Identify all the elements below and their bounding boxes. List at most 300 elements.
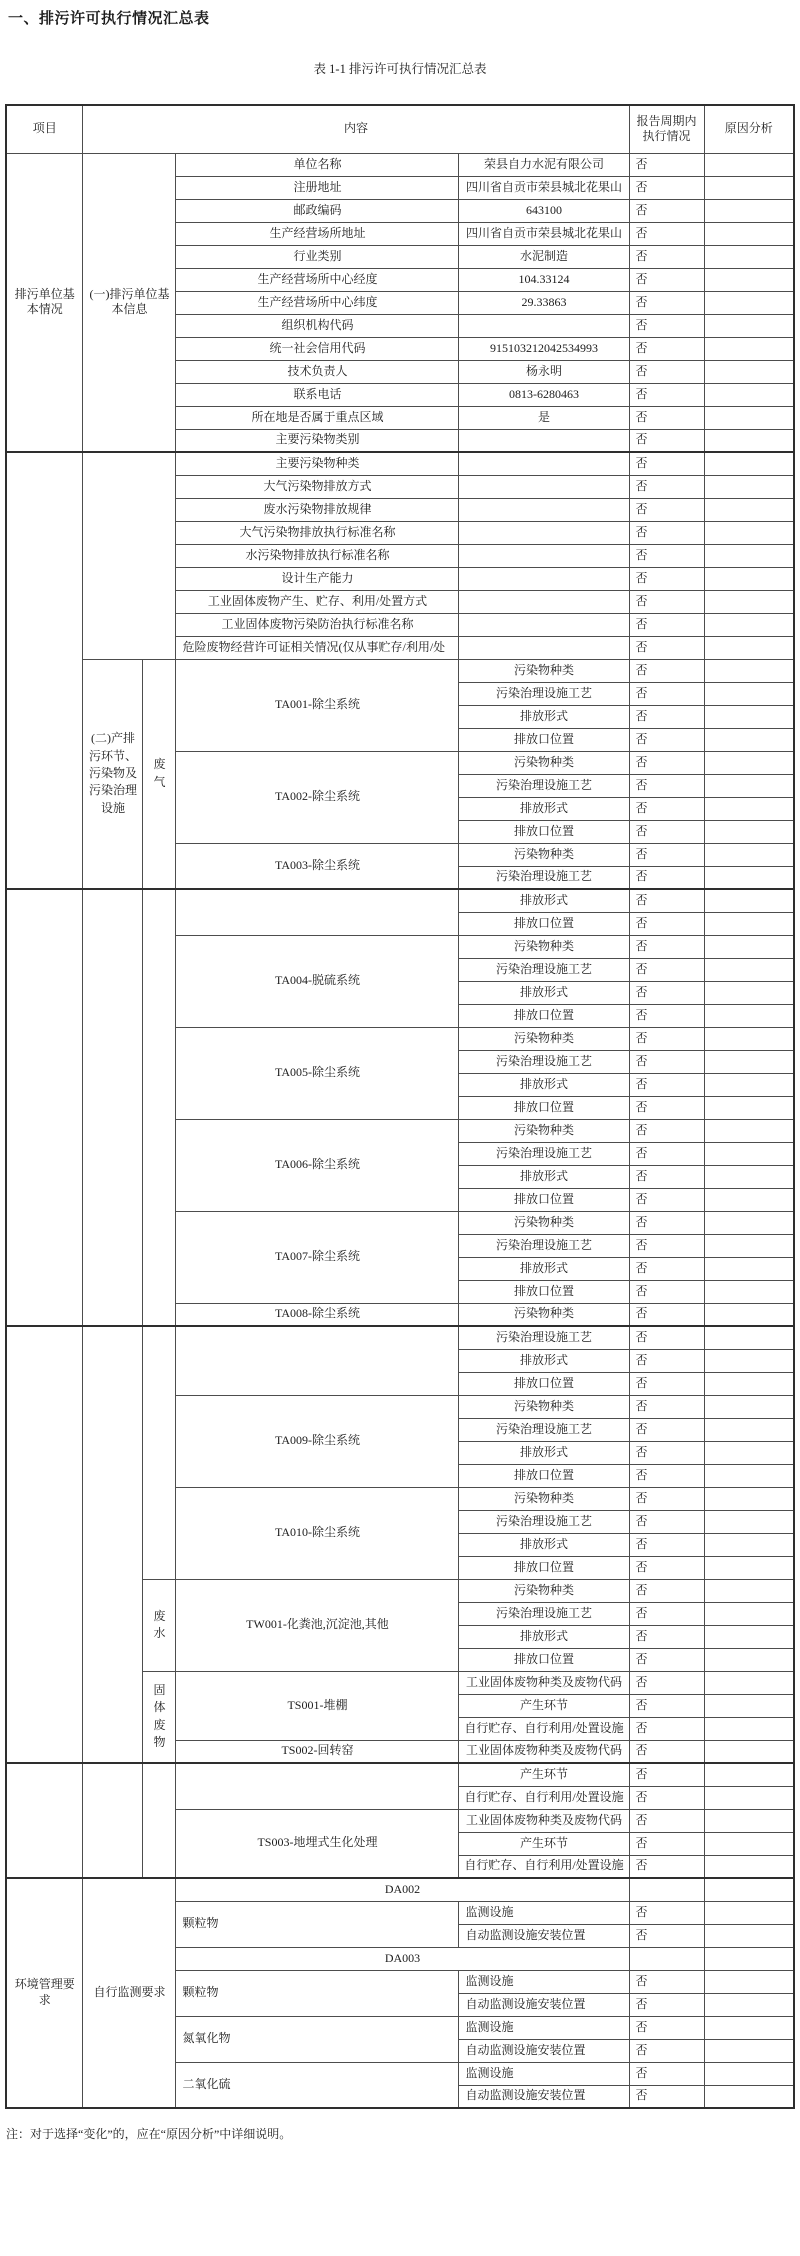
table-cell: 否 [629,337,704,360]
empty-cell [459,613,629,636]
empty-cell [704,1487,794,1510]
table-cell: 否 [629,544,704,567]
empty-cell [704,1947,794,1970]
empty-cell [704,314,794,337]
empty-cell [704,1878,794,1901]
table-cell: 否 [629,1809,704,1832]
empty-cell [704,1740,794,1763]
table-cell: TA005-除尘系统 [176,1027,459,1119]
rowgroup-env-management: 环境管理要求 [6,1878,83,2108]
empty-cell [704,1855,794,1878]
table-cell: 排放形式 [459,1073,629,1096]
table-row [6,1878,794,1901]
table-cell: 否 [629,1579,704,1602]
table-cell: 否 [629,222,704,245]
media-waste-gas: 废气 [143,659,176,889]
empty-cell [704,636,794,659]
empty-cell [704,1142,794,1165]
table-cell: 否 [629,1740,704,1763]
table-cell: 否 [629,245,704,268]
table-cell: 二氧化硫 [176,2062,459,2108]
table-cell: 排放形式 [459,1625,629,1648]
empty-cell [704,1924,794,1947]
table-cell: 工业固体废物种类及废物代码 [459,1740,629,1763]
table-cell: 排放口位置 [459,1464,629,1487]
empty-cell [704,889,794,912]
table-cell: 邮政编码 [176,199,459,222]
table-cell: 危险废物经营许可证相关情况(仅从事贮存/利用/处 [176,636,459,659]
table-cell: 自动监测设施安装位置 [459,2039,629,2062]
table-cell: 主要污染物类别 [176,429,459,452]
table-cell: 荣县自力水泥有限公司 [459,153,629,176]
table-cell: 否 [629,2085,704,2108]
table-cell: 大气污染物排放方式 [176,475,459,498]
table-cell: 自动监测设施安装位置 [459,1924,629,1947]
table-cell: 否 [629,728,704,751]
empty-cell [704,705,794,728]
table-cell: 设计生产能力 [176,567,459,590]
empty-cell [704,291,794,314]
table-cell: 污染治理设施工艺 [459,1510,629,1533]
table-cell: 水泥制造 [459,245,629,268]
table-cell: 否 [629,1671,704,1694]
table-cell: 自动监测设施安装位置 [459,1993,629,2016]
table-cell: 否 [629,429,704,452]
table-cell: 生产经营场所中心经度 [176,268,459,291]
table-cell: 否 [629,590,704,613]
empty-cell [704,613,794,636]
table-cell: 污染治理设施工艺 [459,958,629,981]
table-cell: 否 [629,1441,704,1464]
empty-cell [704,1970,794,1993]
table-cell: 排放形式 [459,1257,629,1280]
table-cell: 否 [629,705,704,728]
table-cell: 否 [629,1211,704,1234]
table-cell: 否 [629,1625,704,1648]
empty-cell [83,1763,143,1878]
table-cell: 污染物种类 [459,751,629,774]
table-cell: 排放形式 [459,705,629,728]
empty-cell [704,544,794,567]
rowgroup-unit-basic: 排污单位基本情况 [6,153,83,452]
empty-cell [704,383,794,406]
table-cell: 否 [629,613,704,636]
empty-cell [704,1763,794,1786]
empty-cell [704,1418,794,1441]
table-cell: 否 [629,1648,704,1671]
table-cell: 污染物种类 [459,1027,629,1050]
table-cell: TA001-除尘系统 [176,659,459,751]
table-row [6,659,794,682]
table-cell: 否 [629,1993,704,2016]
empty-cell [704,1073,794,1096]
table-cell: 四川省自贡市荣县城北花果山 [459,222,629,245]
header-item: 项目 [6,105,83,153]
table-cell: 污染治理设施工艺 [459,1142,629,1165]
empty-cell [704,866,794,889]
empty-cell [704,958,794,981]
table-row [6,1326,794,1349]
empty-cell [6,889,83,1326]
empty-cell [704,337,794,360]
table-cell: 生产经营场所地址 [176,222,459,245]
table-cell: 污染物种类 [459,659,629,682]
table-cell: DA002 [176,1878,629,1901]
table-cell: 否 [629,1073,704,1096]
empty-cell [704,1004,794,1027]
empty-cell [704,935,794,958]
table-cell: 是 [459,406,629,429]
subgroup-basic-info: (一)排污单位基本信息 [83,153,176,452]
table-cell: 否 [629,1303,704,1326]
table-cell: 否 [629,1050,704,1073]
empty-cell [704,1395,794,1418]
empty-cell [704,222,794,245]
empty-cell [83,1326,143,1763]
empty-cell [704,452,794,475]
table-cell: 否 [629,774,704,797]
empty-cell [459,429,629,452]
empty-cell [704,1119,794,1142]
table-cell: 产生环节 [459,1763,629,1786]
empty-cell [704,1625,794,1648]
empty-cell [704,797,794,820]
table-cell: 排放口位置 [459,1004,629,1027]
empty-cell [459,521,629,544]
empty-cell [704,475,794,498]
table-cell: 否 [629,268,704,291]
table-cell: 否 [629,820,704,843]
table-cell: 污染物种类 [459,1211,629,1234]
table-cell: 否 [629,682,704,705]
table-cell: 否 [629,314,704,337]
table-cell: 监测设施 [459,1901,629,1924]
table-cell: 否 [629,567,704,590]
table-cell: 污染物种类 [459,935,629,958]
empty-cell [704,682,794,705]
table-cell: TA009-除尘系统 [176,1395,459,1487]
table-cell: 排放口位置 [459,1280,629,1303]
table-cell: 工业固体废物产生、贮存、利用/处置方式 [176,590,459,613]
table-cell: 污染治理设施工艺 [459,1326,629,1349]
table-cell: 否 [629,1901,704,1924]
empty-cell [83,889,143,1326]
table-cell: 否 [629,1349,704,1372]
table-cell: 技术负责人 [176,360,459,383]
table-cell: 监测设施 [459,2062,629,2085]
table-cell: 否 [629,1786,704,1809]
table-cell: 污染治理设施工艺 [459,774,629,797]
table-cell: 否 [629,1694,704,1717]
table-cell: 统一社会信用代码 [176,337,459,360]
table-cell: 污染物种类 [459,1119,629,1142]
empty-cell [704,1717,794,1740]
empty-cell [6,452,83,889]
table-cell: 否 [629,1165,704,1188]
table-cell: 所在地是否属于重点区域 [176,406,459,429]
table-cell: 否 [629,866,704,889]
empty-cell [704,1165,794,1188]
table-cell: 污染物种类 [459,1303,629,1326]
table-cell: 否 [629,1418,704,1441]
table-cell: 否 [629,452,704,475]
summary-table [5,104,795,2109]
table-cell: 污染治理设施工艺 [459,1050,629,1073]
empty-cell [704,1441,794,1464]
table-cell: TA004-脱硫系统 [176,935,459,1027]
table-cell: 自行贮存、自行利用/处置设施 [459,1855,629,1878]
table-cell: 排放口位置 [459,1188,629,1211]
header-content: 内容 [83,105,629,153]
table-body [6,153,794,2108]
table-cell: 29.33863 [459,291,629,314]
table-cell: 四川省自贡市荣县城北花果山 [459,176,629,199]
table-cell: TA010-除尘系统 [176,1487,459,1579]
table-cell: TA003-除尘系统 [176,843,459,889]
empty-cell [704,1257,794,1280]
empty-cell [704,590,794,613]
table-cell: 否 [629,1119,704,1142]
empty-cell [704,429,794,452]
empty-cell [704,659,794,682]
table-cell: 否 [629,2039,704,2062]
table-cell: 污染物种类 [459,1395,629,1418]
table-cell: 否 [629,1004,704,1027]
table-cell: 否 [629,1487,704,1510]
empty-cell [704,2085,794,2108]
empty-cell [704,1050,794,1073]
empty-cell [704,199,794,222]
empty-cell [459,498,629,521]
table-cell: TA007-除尘系统 [176,1211,459,1303]
empty-cell [704,567,794,590]
empty-cell [704,1510,794,1533]
table-cell: 否 [629,199,704,222]
empty-cell [704,2039,794,2062]
empty-cell [704,2016,794,2039]
header-execution: 报告周期内执行情况 [629,105,704,153]
empty-cell [704,1993,794,2016]
table-cell: 否 [629,797,704,820]
table-cell: 自行贮存、自行利用/处置设施 [459,1717,629,1740]
table-cell: 废水污染物排放规律 [176,498,459,521]
empty-cell [6,1326,83,1763]
empty-cell [704,774,794,797]
table-cell: 水污染物排放执行标准名称 [176,544,459,567]
table-cell: 工业固体废物种类及废物代码 [459,1809,629,1832]
table-cell: 排放口位置 [459,728,629,751]
empty-cell [704,2062,794,2085]
table-cell: 104.33124 [459,268,629,291]
table-cell: 否 [629,1602,704,1625]
empty-cell [704,153,794,176]
empty-cell [704,1372,794,1395]
empty-cell [459,452,629,475]
empty-cell [143,889,176,1326]
table-cell: 颗粒物 [176,1901,459,1947]
table-cell: 否 [629,1763,704,1786]
table-cell: 0813-6280463 [459,383,629,406]
table-cell: 否 [629,1234,704,1257]
empty-cell [704,176,794,199]
media-solid-waste: 固体废物 [143,1671,176,1763]
table-cell: 否 [629,1855,704,1878]
table-cell: 自动监测设施安装位置 [459,2085,629,2108]
empty-cell [704,1671,794,1694]
empty-cell [704,1027,794,1050]
table-cell: 监测设施 [459,1970,629,1993]
table-cell: 否 [629,2062,704,2085]
empty-cell [704,728,794,751]
table-cell: 否 [629,751,704,774]
table-cell: 否 [629,981,704,1004]
subgroup-outlets: (二)产排污环节、污染物及污染治理设施 [83,659,143,889]
table-cell: 排放形式 [459,1441,629,1464]
table-cell: 否 [629,1832,704,1855]
table-cell: 否 [629,291,704,314]
table-cell: 否 [629,958,704,981]
table-cell: 否 [629,843,704,866]
empty-cell [176,889,459,935]
table-cell: 否 [629,1280,704,1303]
empty-cell [704,1901,794,1924]
table-cell: 排放形式 [459,1165,629,1188]
table-row [6,153,794,176]
table-cell: DA003 [176,1947,629,1970]
table-cell: 注册地址 [176,176,459,199]
table-cell: 主要污染物种类 [176,452,459,475]
empty-cell [704,1234,794,1257]
table-cell: 否 [629,383,704,406]
table-cell: 污染治理设施工艺 [459,866,629,889]
empty-cell [704,1556,794,1579]
table-cell: TA008-除尘系统 [176,1303,459,1326]
empty-cell [459,475,629,498]
table-cell: 否 [629,1556,704,1579]
empty-cell [704,1464,794,1487]
table-cell: 自行贮存、自行利用/处置设施 [459,1786,629,1809]
empty-cell [704,245,794,268]
table-cell: 工业固体废物污染防治执行标准名称 [176,613,459,636]
table-cell: TA002-除尘系统 [176,751,459,843]
empty-cell [704,843,794,866]
table-cell: 否 [629,360,704,383]
empty-cell [704,1349,794,1372]
table-cell: TS002-回转窑 [176,1740,459,1763]
table-cell: 否 [629,498,704,521]
table-cell: 污染治理设施工艺 [459,1234,629,1257]
empty-cell [704,1648,794,1671]
table-cell: 监测设施 [459,2016,629,2039]
table-cell: 污染物种类 [459,1579,629,1602]
subgroup-self-monitoring: 自行监测要求 [83,1878,176,2108]
table-cell: 643100 [459,199,629,222]
table-cell: 杨永明 [459,360,629,383]
table-cell: 否 [629,659,704,682]
table-cell: 工业固体废物种类及废物代码 [459,1671,629,1694]
table-cell: 否 [629,1257,704,1280]
table-cell: 排放口位置 [459,1372,629,1395]
table-row [6,889,794,912]
header-reason: 原因分析 [704,105,794,153]
table-cell: 排放口位置 [459,1648,629,1671]
table-cell: TS001-堆棚 [176,1671,459,1740]
table-cell: 排放口位置 [459,912,629,935]
empty-cell [704,1786,794,1809]
table-cell: 否 [629,1924,704,1947]
table-cell: 产生环节 [459,1694,629,1717]
table-cell: 排放口位置 [459,1556,629,1579]
empty-cell [459,314,629,337]
table-cell: 否 [629,1142,704,1165]
empty-cell [176,1326,459,1395]
table-cell: 排放口位置 [459,820,629,843]
empty-cell [704,498,794,521]
empty-cell [704,1602,794,1625]
empty-cell [704,1326,794,1349]
table-cell: 否 [629,1395,704,1418]
page-title: 一、排污许可执行情况汇总表 [8,11,210,27]
table-cell: 污染治理设施工艺 [459,1418,629,1441]
footnote: 注：对于选择“变化”的，应在“原因分析”中详细说明。 [6,2127,292,2141]
table-caption: 表 1-1 排污许可执行情况汇总表 [313,62,487,76]
table-header-row [6,105,794,153]
table-cell: 否 [629,1510,704,1533]
table-cell: 排放口位置 [459,1096,629,1119]
empty-cell [704,521,794,544]
table-cell: 否 [629,2016,704,2039]
empty-cell [704,820,794,843]
empty-cell [83,452,176,659]
table-cell: 排放形式 [459,889,629,912]
table-cell: TW001-化粪池,沉淀池,其他 [176,1579,459,1671]
empty-cell [704,268,794,291]
table-cell: 否 [629,935,704,958]
table-cell: 污染物种类 [459,1487,629,1510]
table-cell: 污染治理设施工艺 [459,1602,629,1625]
empty-cell [459,636,629,659]
empty-cell [704,1832,794,1855]
table-cell: TS003-地埋式生化处理 [176,1809,459,1878]
empty-cell [629,1878,704,1901]
empty-cell [704,360,794,383]
empty-cell [704,981,794,1004]
empty-cell [704,406,794,429]
empty-cell [704,1280,794,1303]
empty-cell [704,912,794,935]
table-cell: 否 [629,176,704,199]
empty-cell [459,567,629,590]
table-cell: 否 [629,912,704,935]
empty-cell [704,1303,794,1326]
empty-cell [704,751,794,774]
table-cell: 行业类别 [176,245,459,268]
table-cell: 污染物种类 [459,843,629,866]
table-row [6,1763,794,1786]
empty-cell [629,1947,704,1970]
table-cell: 915103212042534993 [459,337,629,360]
table-cell: 联系电话 [176,383,459,406]
table-cell: 否 [629,153,704,176]
table-cell: 氮氧化物 [176,2016,459,2062]
table-cell: 污染治理设施工艺 [459,682,629,705]
table-cell: 排放形式 [459,1533,629,1556]
table-cell: 否 [629,1326,704,1349]
table-cell: 排放形式 [459,981,629,1004]
empty-cell [6,1763,83,1878]
empty-cell [143,1326,176,1579]
table-cell: 否 [629,889,704,912]
